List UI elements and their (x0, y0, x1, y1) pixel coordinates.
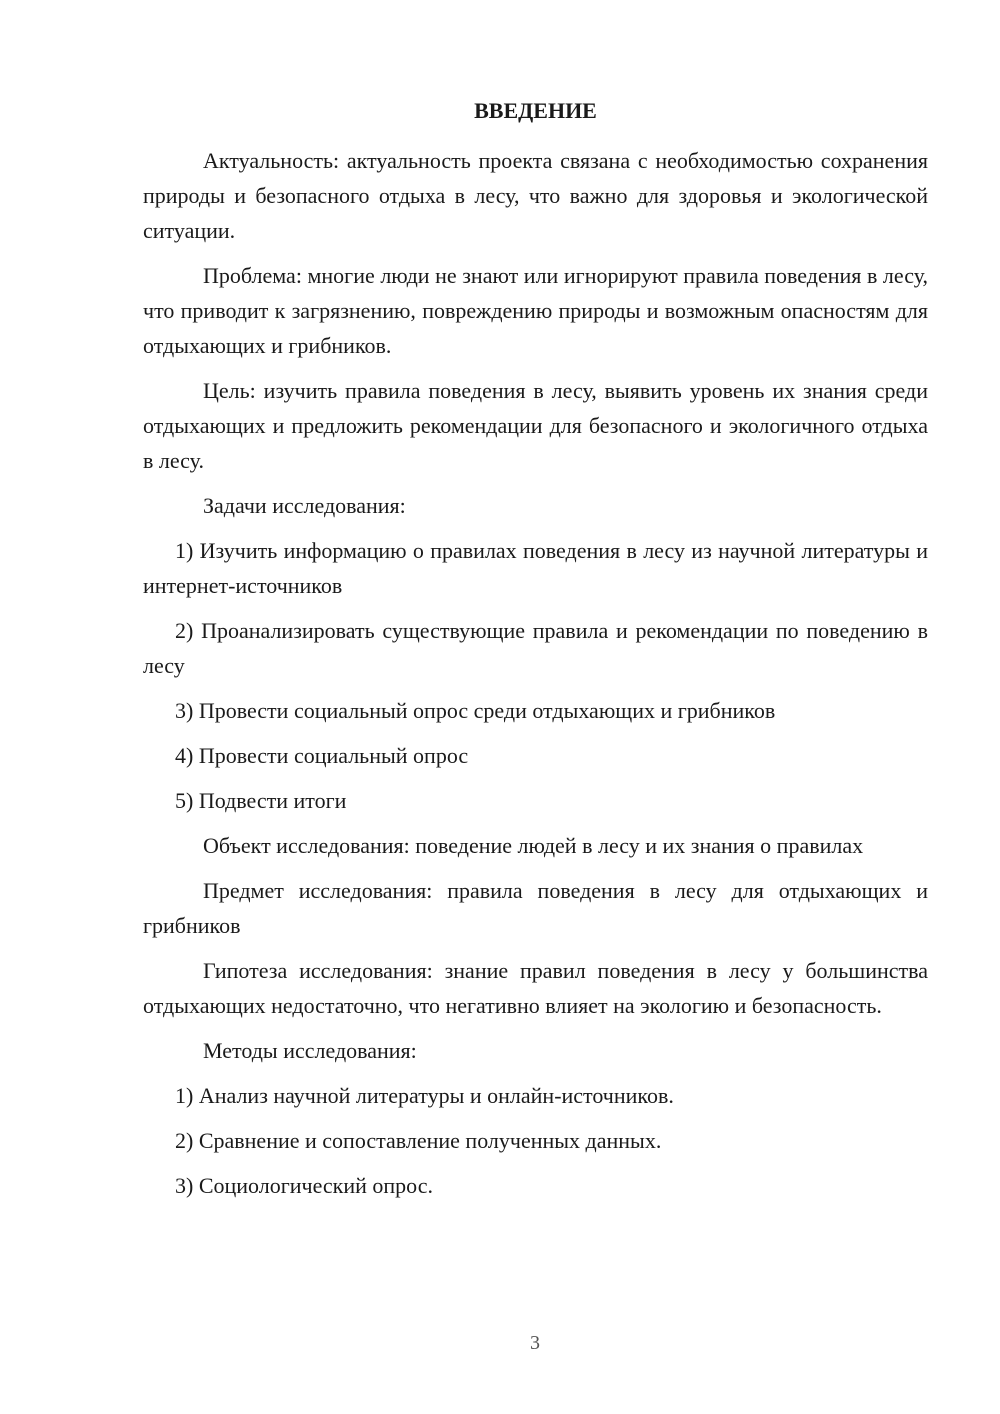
section-title: ВВЕДЕНИЕ (474, 98, 597, 123)
relevance-paragraph: Актуальность: актуальность проекта связана с необходимостью сохранения природы и безопасного отдыха в лесу, что важно для здоровья и экологической ситуации. (143, 148, 928, 243)
object-paragraph: Объект исследования: поведение людей в лесу и их знания о правилах (203, 833, 864, 858)
task-item: 5) Подвести итоги (175, 788, 347, 813)
methods-heading: Методы исследования: (203, 1038, 417, 1063)
method-item: 1) Анализ научной литературы и онлайн-источников. (175, 1083, 674, 1108)
tasks-heading: Задачи исследования: (203, 493, 406, 518)
task-item: 3) Провести социальный опрос среди отдыхающих и грибников (175, 698, 776, 723)
task-item: 4) Провести социальный опрос (175, 743, 469, 768)
method-item: 2) Сравнение и сопоставление полученных данных. (175, 1128, 662, 1153)
page-number: 3 (530, 1332, 540, 1354)
document-page (143, 96, 928, 1213)
method-item: 3) Социологический опрос. (175, 1173, 433, 1198)
subject-paragraph: Предмет исследования: правила поведения в лесу для отдыхающих и грибников (143, 878, 928, 938)
hypothesis-paragraph: Гипотеза исследования: знание правил поведения в лесу у большинства отдыхающих недостаточно, что негативно влияет на экологию и безопасность. (143, 958, 928, 1018)
goal-paragraph: Цель: изучить правила поведения в лесу, выявить уровень их знания среди отдыхающих и предложить рекомендации для безопасного и экологичного отдыха в лесу. (143, 378, 928, 473)
task-item: 2) Проанализировать существующие правила и рекомендации по поведению в лесу (143, 618, 928, 678)
problem-paragraph: Проблема: многие люди не знают или игнорируют правила поведения в лесу, что приводит к загрязнению, повреждению природы и возможным опасностям для отдыхающих и грибников. (143, 263, 928, 358)
task-item: 1) Изучить информацию о правилах поведения в лесу из научной литературы и интернет-источников (143, 538, 928, 598)
